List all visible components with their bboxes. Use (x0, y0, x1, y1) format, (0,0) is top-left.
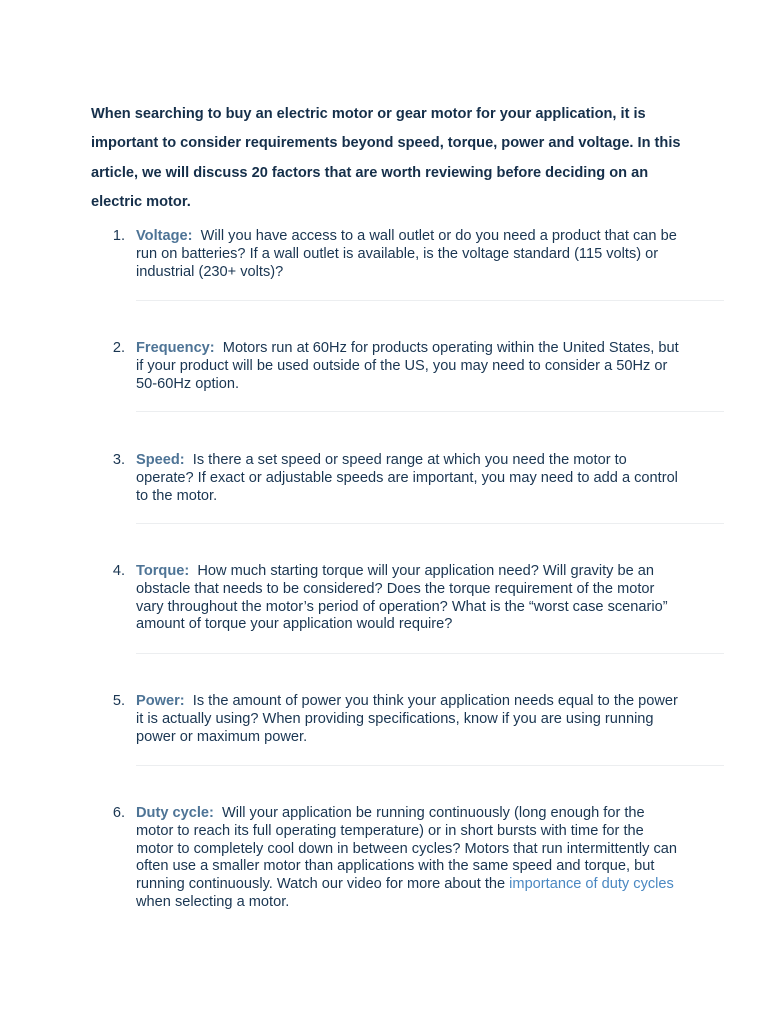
list-number: 3. (112, 452, 125, 468)
item-text: Is there a set speed or speed range at which you need the motor to operate? If exact or adjustable speeds are important, you may need to add a control to the motor. (136, 452, 678, 504)
list-item-body (136, 452, 681, 505)
term-label: Speed: (136, 452, 185, 468)
list-item-body (136, 805, 681, 912)
list-item-body (136, 693, 681, 746)
divider (136, 300, 724, 301)
item-text: Will you have access to a wall outlet or do you need a product that can be run on batteries? If a wall outlet is available, is the voltage standard (115 volts) or industrial (230+ volts)? (136, 228, 677, 280)
item-text: Motors run at 60Hz for products operating within the United States, but if your product will be used outside of the US, you may need to consider a 50Hz or 50-60Hz option. (136, 340, 679, 392)
term-label: Power: (136, 693, 185, 709)
divider (136, 411, 724, 412)
list-item-body (136, 228, 681, 281)
list-number: 1. (112, 228, 125, 244)
term-label: Torque: (136, 563, 190, 579)
intro-paragraph: When searching to buy an electric motor or gear motor for your application, it is important to consider requirements beyond speed, torque, power and voltage. In this article, we will discuss 20 factors that are worth reviewing before deciding on an electric motor. (91, 106, 681, 210)
list-number: 2. (112, 340, 125, 356)
term-label: Voltage: (136, 228, 193, 244)
duty-cycle-link[interactable]: importance of duty cycles (509, 876, 674, 893)
divider (136, 523, 724, 524)
list-item-body (136, 340, 681, 393)
divider (136, 765, 724, 766)
item-text-tail: when selecting a motor. (136, 893, 290, 910)
list-number: 6. (112, 805, 125, 821)
term-label: Duty cycle: (136, 805, 214, 821)
list-number: 4. (112, 563, 125, 579)
item-text: Is the amount of power you think your application needs equal to the power it is actually using? When providing specifications, know if you are using running power or maximum power. (136, 693, 678, 745)
divider (136, 653, 724, 654)
item-text: Will your application be running continuously (long enough for the motor to reach its full operating temperature) or in short bursts with time for the motor to completely cool down in between cycles? Motors that run intermittently can often use a smaller motor than applications with the same speed and torque, but running continuously. Watch our video for more about the (136, 805, 678, 893)
item-text: How much starting torque will your application need? Will gravity be an obstacle that needs to be considered? Does the torque requirement of the motor vary throughout the motor’s period of operation? What is the “worst case scenario” amount of torque your application would require? (136, 563, 668, 633)
term-label: Frequency: (136, 340, 215, 356)
list-item-body (136, 563, 681, 634)
list-number: 5. (112, 693, 125, 709)
